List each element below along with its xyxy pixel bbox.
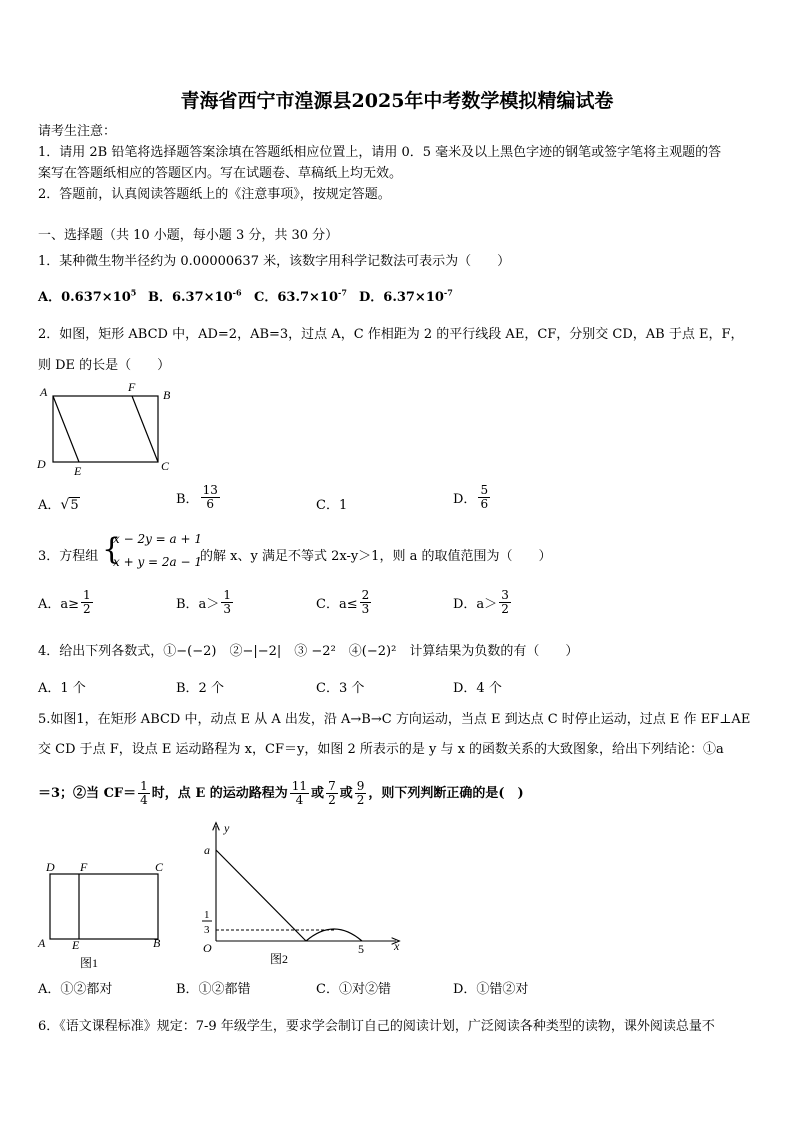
fig1-label-b: B — [153, 936, 161, 950]
q3-option-c: C．a≤ $\frac{2}{3}$ — [316, 588, 370, 616]
fig1-rect — [50, 874, 158, 939]
rect-abcd — [53, 396, 158, 462]
q5-line-3: ＝3；②当 CF＝ $\frac{1}{4}$ 时，点 E 的运动路程为 $\frac{11}{4}$ 或 $\frac{7}{2}$ 或 $\frac{9}{2}$ ，则下列判断正确的是( ) — [38, 779, 524, 807]
q4-stem: 4．给出下列各数式，①−(−2) ②−|−2| ③ −2² ④(−2)² 计算结果为负数的有（ ） — [38, 644, 579, 659]
label-one: 1 — [204, 909, 210, 921]
label-f: F — [128, 382, 136, 394]
q5-option-c: C．①对②错 — [316, 982, 391, 997]
q5-option-b: B．①②都错 — [176, 982, 251, 997]
section-heading: 一、选择题（共 10 小题，每小题 3 分，共 30 分） — [38, 228, 339, 243]
q2-stem-1: 2．如图，矩形 ABCD 中，AD=2，AB=3，过点 A，C 作相距为 2 的平行线段 AE，CF，分别交 CD，AB 于点 E，F， — [38, 327, 744, 342]
label-five: 5 — [358, 942, 364, 956]
q3-option-b: B．a＞ $\frac{1}{3}$ — [176, 588, 231, 616]
q3-prefix: 3．方程组 — [38, 549, 99, 564]
q3-suffix: 的解 x、y 满足不等式 2x-y＞1，则 a 的取值范围为（ ） — [200, 549, 552, 564]
label-e: E — [74, 464, 82, 478]
q4-option-d: D．4 个 — [453, 681, 502, 696]
q1-option-c: C．$63.7\times 10^{-7}$ — [254, 287, 347, 305]
q3-option-d: D．a＞ $\frac{3}{2}$ — [453, 588, 509, 616]
q1-stem: 1．某种微生物半径约为 0.00000637 米，该数字用科学记数法可表示为（ ） — [38, 254, 511, 269]
graph-line — [216, 850, 306, 941]
q1-option-b: B．$6.37\times 10^{-6}$ — [148, 287, 242, 305]
notice-line-1b: 案写在答题纸相应的答题区内。写在试题卷、草稿纸上均无效。 — [38, 166, 403, 181]
q2-option-c: C．1 — [316, 498, 348, 513]
q5-figure-1 — [34, 855, 174, 970]
q4-option-c: C．3 个 — [316, 681, 365, 696]
label-c: C — [161, 459, 170, 473]
label-b: B — [163, 388, 171, 402]
fig2-caption: 图2 — [270, 952, 289, 966]
graph-arc — [306, 929, 362, 941]
label-three: 3 — [204, 924, 210, 936]
label-origin: O — [203, 941, 212, 955]
q2-stem-2: 则 DE 的长是（ ） — [38, 358, 171, 373]
q3-brace: { — [102, 532, 122, 567]
label-a: a — [204, 843, 210, 857]
fig1-label-d: D — [46, 860, 55, 874]
segment-cf — [132, 396, 158, 462]
q3-option-a: A．a≥ $\frac{1}{2}$ — [38, 588, 91, 616]
q5-option-d: D．①错②对 — [453, 982, 529, 997]
q2-option-b: B． $\frac{13}{6}$ — [176, 483, 218, 511]
q2-option-a: A．√5 — [38, 497, 79, 513]
fig1-label-f: F — [80, 860, 88, 874]
q3-equation-2: x + y = 2a − 1 — [113, 555, 203, 569]
label-d: D — [37, 457, 46, 471]
label-x: x — [394, 939, 400, 953]
q6-stem: 6．《语文课程标准》规定：7-9 年级学生，要求学会制订自己的阅读计划，广泛阅读各种类型的读物，课外阅读总量不 — [38, 1019, 715, 1034]
label-y: y — [224, 821, 230, 835]
q5-option-a: A．①②都对 — [38, 982, 113, 997]
fig1-label-e: E — [72, 938, 80, 952]
q4-option-b: B．2 个 — [176, 681, 224, 696]
q2-figure — [34, 382, 184, 478]
fig1-label-a: A — [38, 936, 46, 950]
notice-heading: 请考生注意： — [38, 124, 117, 139]
q3-equation-1: x − 2y = a + 1 — [113, 532, 203, 546]
q1-option-d: D．$6.37\times 10^{-7}$ — [359, 287, 453, 305]
q5-line-1: 5.如图1，在矩形 ABCD 中，动点 E 从 A 出发，沿 A→B→C 方向运动，当点 E 到达点 C 时停止运动，过点 E 作 EF⊥AE — [38, 712, 751, 727]
notice-line-1a: 1．请用 2B 铅笔将选择题答案涂填在答题纸相应位置上，请用 0．5 毫米及以上黑色字迹的钢笔或签字笔将主观题的答 — [38, 145, 722, 160]
fig1-caption: 图1 — [80, 956, 99, 970]
q5-line-2: 交 CD 于点 F，设点 E 运动路程为 x，CF＝y，如图 2 所表示的是 y 与 x 的函数关系的大致图象，给出下列结论：①a — [38, 742, 724, 757]
fig1-label-c: C — [155, 860, 164, 874]
notice-line-2: 2．答题前，认真阅读答题纸上的《注意事项》，按规定答题。 — [38, 187, 391, 202]
q4-option-a: A．1 个 — [38, 681, 86, 696]
label-a: A — [40, 385, 48, 399]
q2-option-d: D． $\frac{5}{6}$ — [453, 483, 489, 511]
segment-ae — [53, 396, 79, 462]
q5-figure-2 — [196, 820, 406, 970]
exam-title: 青海省西宁市湟源县2025年中考数学模拟精编试卷 — [180, 90, 614, 112]
q1-option-a: A．$0.637\times 10^5$ — [38, 287, 137, 305]
